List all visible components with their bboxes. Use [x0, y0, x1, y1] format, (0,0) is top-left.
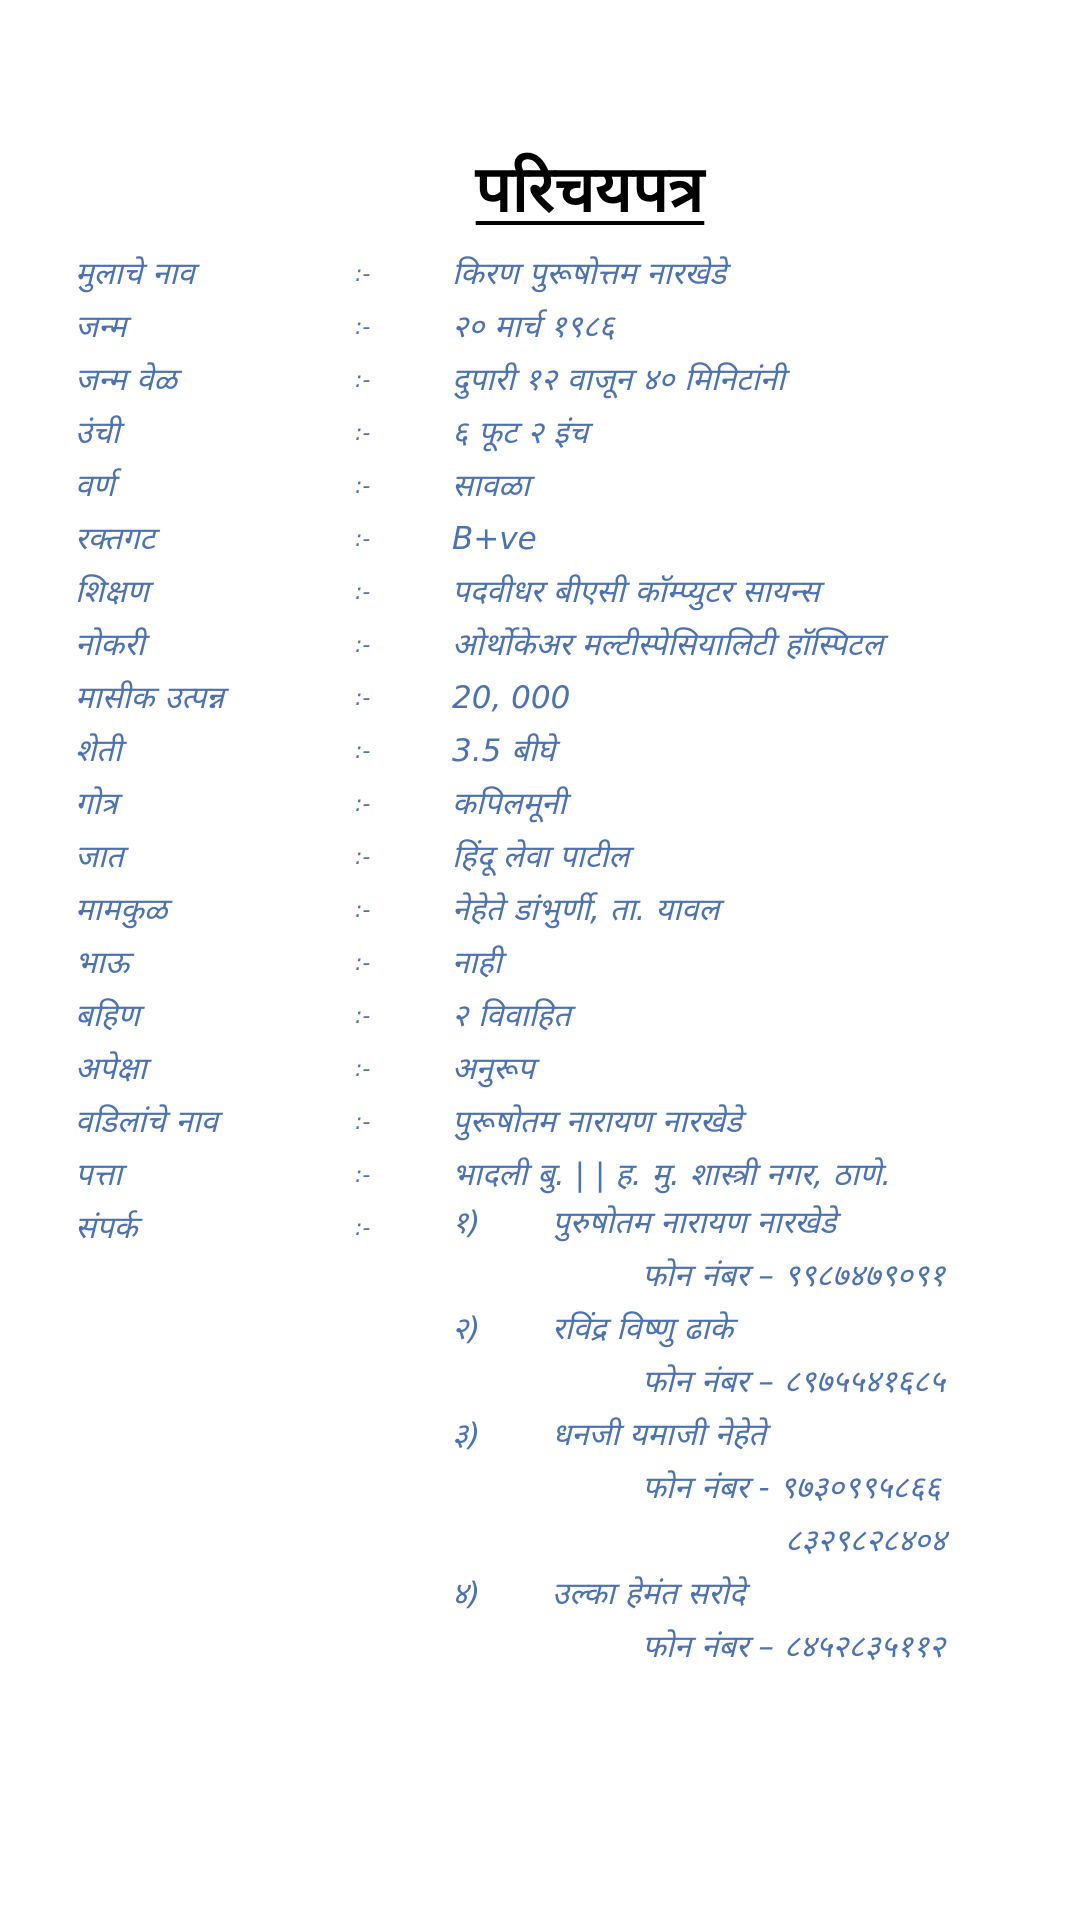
field-label: बहिण [75, 998, 140, 1034]
page-title: परिचयपत्र [475, 153, 705, 227]
field-value: ६ फूट २ इंच [452, 415, 589, 451]
field-row-birth-time [0, 354, 1080, 407]
field-row-farm [0, 725, 1080, 778]
field-label: वर्ण [75, 468, 115, 504]
contact-number-marker: ३) [452, 1417, 481, 1453]
field-row-caste [0, 831, 1080, 884]
field-value: पुरूषोतम नारायण नारखेडे [452, 1104, 742, 1140]
field-value: नेहेते डांभुर्णी, ता. यावल [452, 892, 720, 928]
field-value: पदवीधर बीएसी कॉम्प्युटर सायन्स [452, 574, 820, 610]
field-row-education [0, 566, 1080, 619]
contact-phone: फोन नंबर – ८४५२८३५११२ [642, 1629, 945, 1665]
field-value: अनुरूप [452, 1051, 535, 1087]
field-value: २ विवाहित [452, 998, 571, 1034]
field-separator: :- [355, 368, 371, 393]
contact-name: धनजी यमाजी नेहेते [552, 1417, 766, 1453]
field-value: भादली बु. | | ह. मु. शास्त्री नगर, ठाणे. [452, 1157, 892, 1193]
field-row-blood-group [0, 513, 1080, 566]
field-label: जात [75, 839, 124, 875]
field-separator: :- [355, 739, 371, 764]
field-separator: :- [355, 845, 371, 870]
field-row-brother [0, 937, 1080, 990]
field-separator: :- [355, 1110, 371, 1135]
biodata-fields [0, 248, 1080, 1255]
contact-phone: फोन नंबर – ८९७५५४१६८५ [642, 1364, 945, 1400]
contact-number-marker: २) [452, 1311, 481, 1347]
field-separator: :- [355, 527, 371, 552]
field-separator: :- [355, 1057, 371, 1082]
contact-3 [0, 1409, 1080, 1462]
field-label: संपर्क [75, 1210, 138, 1246]
field-label: नोकरी [75, 627, 145, 663]
field-value: हिंदू लेवा पाटील [452, 839, 630, 875]
field-value: किरण पुरूषोत्तम नारखेडे [452, 256, 727, 292]
contact-1-phone-line [0, 1250, 1080, 1303]
field-value: ओर्थोकेअर मल्टीस्पेसियालिटी हॉस्पिटल [452, 627, 884, 663]
field-separator: :- [355, 792, 371, 817]
contact-4 [0, 1568, 1080, 1621]
field-value: सावळा [452, 468, 530, 504]
field-row-birth [0, 301, 1080, 354]
field-value: दुपारी १२ वाजून ४० मिनिटांनी [452, 362, 785, 398]
field-separator: :- [355, 1163, 371, 1188]
contact-4-phone-line [0, 1621, 1080, 1674]
field-label: मुलाचे नाव [75, 256, 195, 292]
contact-phone-extra: ८३२९८२८४०४ [785, 1523, 947, 1559]
field-row-boy-name [0, 248, 1080, 301]
field-separator: :- [355, 898, 371, 923]
field-row-expectation [0, 1043, 1080, 1096]
field-separator: :- [355, 951, 371, 976]
field-separator: :- [355, 315, 371, 340]
field-separator: :- [355, 1004, 371, 1029]
field-row-gotra [0, 778, 1080, 831]
field-label: शेती [75, 733, 122, 769]
field-separator: :- [355, 421, 371, 446]
field-separator: :- [355, 686, 371, 711]
contact-3-phone-extra-line [0, 1515, 1080, 1568]
field-label: रक्तगट [75, 521, 156, 557]
field-separator: :- [355, 262, 371, 287]
field-label: मासीक उत्पन्न [75, 680, 224, 716]
contact-name: उल्का हेमंत सरोदे [552, 1576, 746, 1612]
field-row-job [0, 619, 1080, 672]
contact-name: पुरुषोतम नारायण नारखेडे [552, 1205, 837, 1241]
field-row-monthly-income [0, 672, 1080, 725]
contact-2 [0, 1303, 1080, 1356]
contact-3-phone-line [0, 1462, 1080, 1515]
field-label: उंची [75, 415, 120, 451]
field-value: 20, 000 [452, 680, 571, 716]
field-label: मामकुळ [75, 892, 168, 928]
field-row-father-name [0, 1096, 1080, 1149]
field-row-sister [0, 990, 1080, 1043]
field-label: जन्म वेळ [75, 362, 178, 398]
field-value: २० मार्च १९८६ [452, 309, 615, 345]
field-label: गोत्र [75, 786, 118, 822]
field-separator: :- [355, 633, 371, 658]
field-separator: :- [355, 474, 371, 499]
field-separator: :- [355, 580, 371, 605]
field-separator: :- [355, 1216, 371, 1241]
field-value: नाही [452, 945, 502, 981]
contact-name: रविंद्र विष्णु ढाके [552, 1311, 734, 1347]
field-label: पत्ता [75, 1157, 123, 1193]
field-value: 3.5 बीघे [452, 733, 556, 769]
contact-phone: फोन नंबर - ९७३०९९५८६६ [642, 1470, 941, 1506]
field-row-address [0, 1149, 1080, 1202]
contact-list [0, 1197, 1080, 1674]
contact-phone: फोन नंबर – ९९८७४७९०९१ [642, 1258, 945, 1294]
contact-2-phone-line [0, 1356, 1080, 1409]
contact-1 [0, 1197, 1080, 1250]
field-row-maternal-family [0, 884, 1080, 937]
field-label: अपेक्षा [75, 1051, 147, 1087]
field-label: भाऊ [75, 945, 130, 981]
contact-number-marker: १) [452, 1205, 481, 1241]
field-value: B+ve [452, 521, 537, 557]
field-label: जन्म [75, 309, 127, 345]
field-row-complexion [0, 460, 1080, 513]
contact-number-marker: ४) [452, 1576, 481, 1612]
field-value: कपिलमूनी [452, 786, 567, 822]
field-row-height [0, 407, 1080, 460]
field-label: शिक्षण [75, 574, 149, 610]
field-label: वडिलांचे नाव [75, 1104, 218, 1140]
